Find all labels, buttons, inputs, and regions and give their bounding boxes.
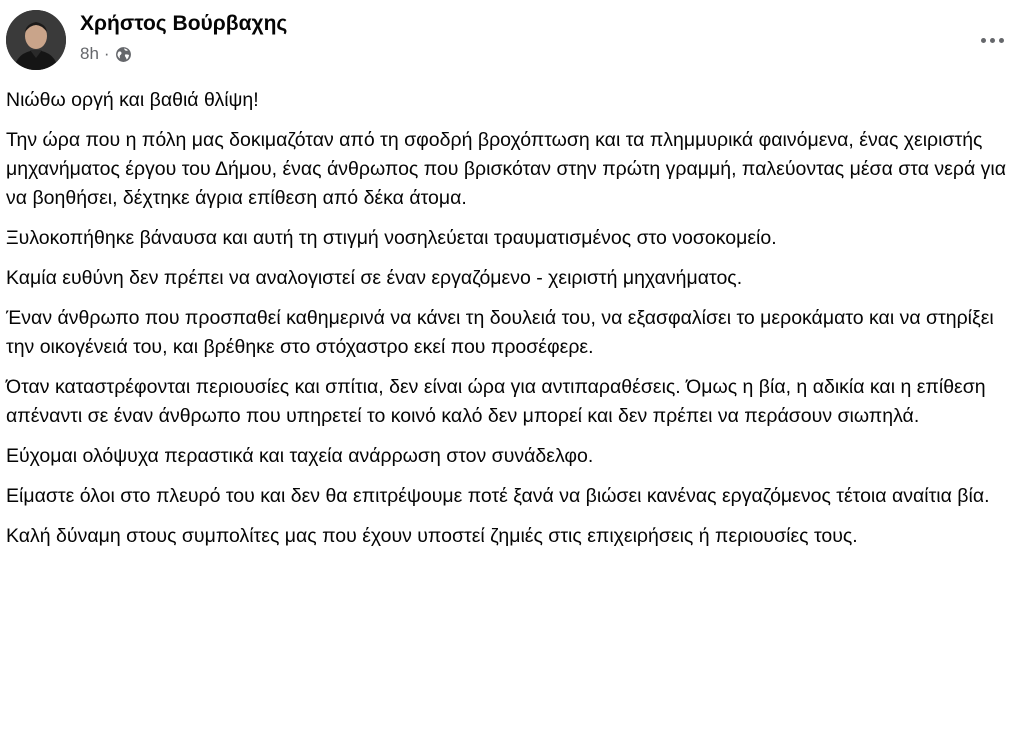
post-paragraph: Έναν άνθρωπο που προσπαθεί καθημερινά να κάνει τη δουλειά του, να εξασφαλίσει το μεροκάματο και να στηρίξει την οικογένειά του, και βρέθηκε στο στόχαστρο εκεί που προσέφερε. bbox=[6, 307, 994, 358]
post-paragraph: Εύχομαι ολόψυχα περαστικά και ταχεία ανάρρωση στον συνάδελφο. bbox=[6, 445, 594, 467]
avatar[interactable] bbox=[6, 10, 66, 70]
author-name[interactable]: Χρήστος Βούρβαχης bbox=[80, 12, 288, 35]
post-paragraph: Νιώθω οργή και βαθιά θλίψη! bbox=[6, 89, 259, 111]
globe-icon[interactable] bbox=[115, 46, 132, 63]
more-horizontal-icon bbox=[981, 38, 1004, 43]
post-options-button[interactable] bbox=[974, 22, 1010, 58]
post-header bbox=[0, 0, 1024, 80]
post-paragraph: Καλή δύναμη στους συμπολίτες μας που έχουν υποστεί ζημιές στις επιχειρήσεις ή περιουσίες τους. bbox=[6, 525, 858, 547]
post-paragraph: Είμαστε όλοι στο πλευρό του και δεν θα επιτρέψουμε ποτέ ξανά να βιώσει κανένας εργαζόμενος τέτοια αναίτια βία. bbox=[6, 485, 990, 507]
avatar-portrait bbox=[6, 10, 66, 70]
post-paragraph: Όταν καταστρέφονται περιουσίες και σπίτια, δεν είναι ώρα για αντιπαραθέσεις. Όμως η βία, η αδικία και η επίθεση απέναντι σε έναν άνθρωπο που υπηρετεί το κοινό καλό δεν μπορεί και δεν πρέπει να περάσουν σιωπηλά. bbox=[6, 376, 986, 427]
meta-separator: · bbox=[103, 44, 110, 63]
post-paragraph: Καμία ευθύνη δεν πρέπει να αναλογιστεί σε έναν εργαζόμενο - χειριστή μηχανήματος. bbox=[6, 267, 743, 289]
post-timestamp[interactable]: 8h bbox=[80, 44, 99, 63]
post-paragraph: Ξυλοκοπήθηκε βάναυσα και αυτή τη στιγμή νοσηλεύεται τραυματισμένος στο νοσοκομείο. bbox=[6, 227, 777, 249]
post-body bbox=[6, 86, 1020, 562]
post-meta bbox=[80, 44, 132, 64]
post-paragraph: Την ώρα που η πόλη μας δοκιμαζόταν από τη σφοδρή βροχόπτωση και τα πλημμυρικά φαινόμενα, ένας χειριστής μηχανήματος έργου του Δήμου, ένας άνθρωπος που βρισκόταν στην πρώτη γραμμή, παλεύοντας μέσα στα νερά για να βοηθήσει, δέχτηκε άγρια επίθεση από δέκα άτομα. bbox=[6, 129, 1006, 209]
